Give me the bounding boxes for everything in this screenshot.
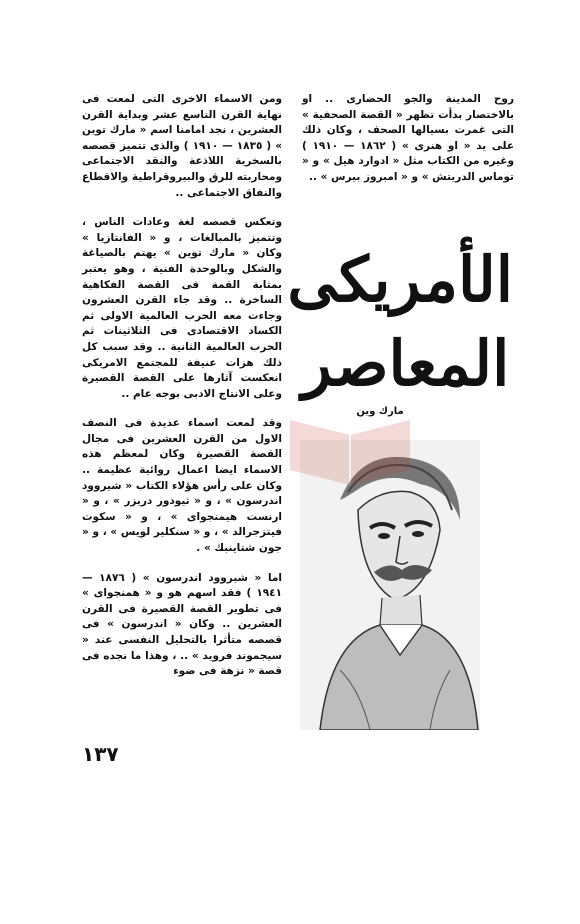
article-title — [287, 238, 513, 406]
left-paragraph-2: وتعكس قصصه لغة وعادات الناس ، وتتميز بالمبالغات ، و « الفانتازيا » وكان « مارك توين » يهتم بالصياغة والشكل وبالوحدة الفنية ، وهو يعتبر بمثابة القمة فى القصة الفكاهية الساخرة .. وقد جاء القرن العشرون وجاءت معه الحرب العالمية الاولى ثم الكساد الاقتصادى فى الثلاثينات ثم الحرب العالمية الثانية .. وقد سبب كل ذلك هزات عنيفة للمجتمع الامريكى انعكست آثارها على القصة القصيرة وعلى الانتاج الادبى بوجه عام .. — [82, 216, 282, 400]
right-paragraph-1: روح المدينة والجو الحضارى .. او بالاختصار بدأت تظهر « القصة الصحفية » التى غمرت بسيالها الصحف ، وكان ذلك على يد « او هنرى » ( ١٨٦٢ — ١٩١٠ ) وغيره من الكتاب مثل « ادوارد هيل » و « توماس الدريتش » و « امبروز بيرس » .. — [302, 93, 514, 183]
left-paragraph-3: وقد لمعت اسماء عديدة فى النصف الاول من القرن العشرين فى مجال القصة القصيرة وكان لمعظم هذه الاسماء ايضا اعمال روائية عظيمة .. وكان على رأس هؤلاء الكتاب « شيروود اندرسون » ، و « ثيودور دريزر » ، و « ارنست هيمنجواى » ، و « سكوت فيتزجرالد » ، و « سنكلير لويس » ، و « جون شتاينبك » . — [82, 417, 282, 555]
author-caption: مارك وين — [356, 406, 404, 417]
title-line-2: المعاصر — [301, 327, 510, 400]
page-number: ١٣٧ — [82, 742, 119, 766]
left-paragraph-4: اما « شيروود اندرسون » ( ١٨٧٦ — ١٩٤١ ) فقد اسهم هو و « همنجواى » فى تطوير القصة القصيرة فى القرن العشرين .. وكان « اندرسون » فى قصصه متأثرا بالتحليل النفسى عند « سيجموند فرويد » .. ، وهذا ما نجده فى قصة « نزهة فى ضوء — [82, 571, 282, 678]
title-line-1: الأمريكى — [287, 243, 513, 316]
right-column — [302, 92, 514, 200]
left-paragraph-1: ومن الاسماء الاخرى التى لمعت فى نهاية القرن التاسع عشر وبداية القرن العشرين ، نجد امامنا اسم « مارك توين » ( ١٨٣٥ — ١٩١٠ ) والذى تتميز قصصه بالسخرية اللاذعة والنقد الاجتماعى ومحاربته للرق والبيروقراطية والاقطاع والنفاق الاجتماعى .. — [82, 93, 282, 199]
left-column — [82, 92, 282, 694]
portrait-illustration — [300, 440, 480, 730]
